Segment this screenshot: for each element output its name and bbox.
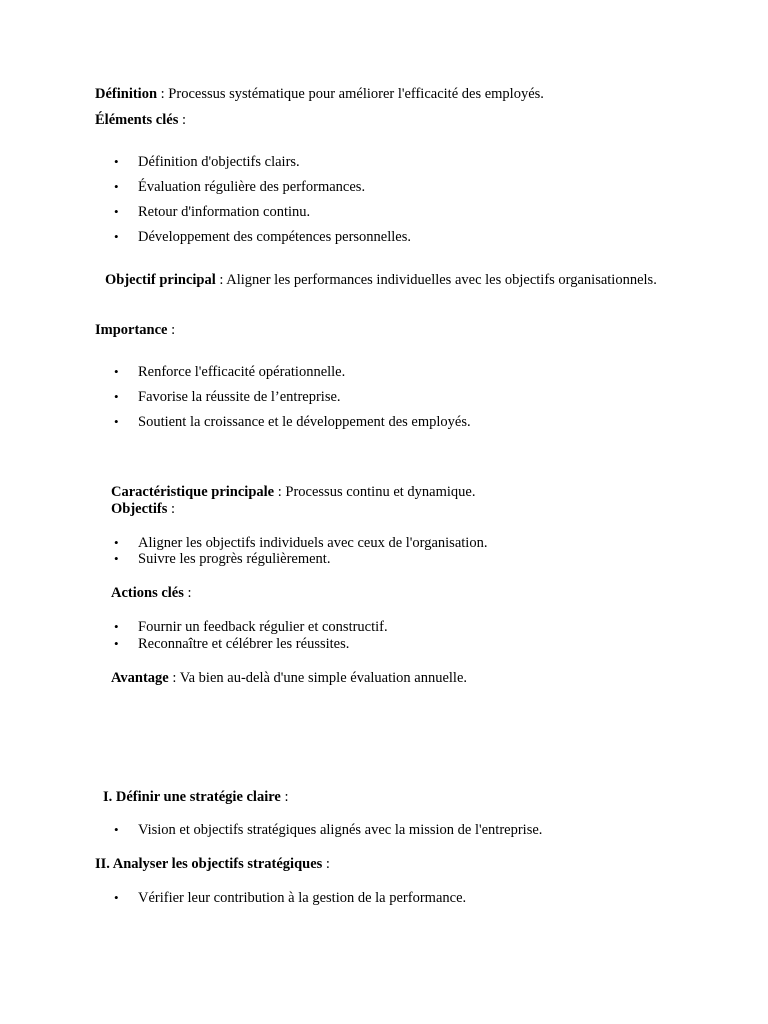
bullet-icon: • bbox=[114, 179, 119, 194]
bullet-icon: • bbox=[114, 389, 119, 404]
bullet-icon: • bbox=[114, 535, 119, 550]
list-item-text: Retour d'information continu. bbox=[138, 204, 311, 220]
definition-text: : Processus systématique pour améliorer l'efficacité des employés. bbox=[157, 86, 544, 102]
heading-definir-separator: : bbox=[280, 789, 289, 805]
caracteristique-text: : Processus continu et dynamique. bbox=[274, 484, 476, 500]
list-item-text: Soutient la croissance et le développement des employés. bbox=[138, 414, 471, 430]
actions-heading bbox=[111, 585, 192, 602]
list-item-text: Aligner les objectifs individuels avec ceux de l'organisation. bbox=[138, 535, 488, 551]
list-item-text: Fournir un feedback régulier et constructif. bbox=[138, 619, 388, 635]
avantage-label: Avantage bbox=[111, 670, 169, 686]
heading-definir-label: I. Définir une stratégie claire bbox=[103, 789, 281, 805]
objectifs-heading bbox=[111, 501, 175, 518]
bullet-icon: • bbox=[114, 414, 119, 429]
list-item-text: Vision et objectifs stratégiques alignés avec la mission de l'entreprise. bbox=[138, 822, 543, 838]
bullet-icon: • bbox=[114, 154, 119, 169]
list-item-text: Suivre les progrès régulièrement. bbox=[138, 551, 331, 567]
heading-analyser-objectifs bbox=[95, 856, 330, 873]
heading-analyser-separator: : bbox=[322, 856, 330, 872]
caracteristique-label: Caractéristique principale bbox=[111, 484, 275, 500]
actions-label: Actions clés bbox=[111, 585, 184, 601]
definition-label: Définition bbox=[95, 86, 158, 102]
definition-paragraph bbox=[95, 86, 544, 103]
list-item-text: Évaluation régulière des performances. bbox=[138, 179, 366, 195]
heading-definir-strategie bbox=[103, 789, 289, 806]
bullet-icon: • bbox=[114, 229, 119, 244]
importance-heading bbox=[95, 322, 175, 339]
bullet-icon: • bbox=[114, 551, 119, 566]
list-item-text: Reconnaître et célébrer les réussites. bbox=[138, 636, 350, 652]
objectif-principal-text: : Aligner les performances individuelles avec les objectifs organisationnels. bbox=[215, 272, 657, 288]
bullet-icon: • bbox=[114, 636, 119, 651]
list-item-text: Favorise la réussite de l’entreprise. bbox=[138, 389, 341, 405]
bullet-icon: • bbox=[114, 619, 119, 634]
caracteristique-paragraph bbox=[111, 484, 475, 501]
elements-label: Éléments clés bbox=[95, 112, 179, 128]
importance-label: Importance bbox=[95, 322, 168, 338]
list-item-text: Développement des compétences personnelles. bbox=[138, 229, 411, 245]
bullet-icon: • bbox=[114, 364, 119, 379]
heading-analyser-label: II. Analyser les objectifs stratégiques bbox=[95, 856, 323, 872]
list-item-text: Vérifier leur contribution à la gestion de la performance. bbox=[138, 890, 467, 906]
list-item-text: Définition d'objectifs clairs. bbox=[138, 154, 300, 170]
avantage-text: : Va bien au-delà d'une simple évaluation annuelle. bbox=[168, 670, 468, 686]
bullet-icon: • bbox=[114, 204, 119, 219]
bullet-icon: • bbox=[114, 822, 119, 837]
actions-separator: : bbox=[183, 585, 192, 601]
list-item-text: Renforce l'efficacité opérationnelle. bbox=[138, 364, 346, 380]
objectifs-label: Objectifs bbox=[111, 501, 168, 517]
bullet-icon: • bbox=[114, 890, 119, 905]
elements-separator: : bbox=[178, 112, 187, 128]
elements-heading bbox=[95, 112, 186, 129]
avantage-paragraph bbox=[111, 670, 467, 687]
importance-separator: : bbox=[167, 322, 176, 338]
objectif-principal-label: Objectif principal bbox=[105, 272, 216, 288]
objectifs-separator: : bbox=[167, 501, 176, 517]
objectif-principal-paragraph bbox=[92, 268, 676, 292]
